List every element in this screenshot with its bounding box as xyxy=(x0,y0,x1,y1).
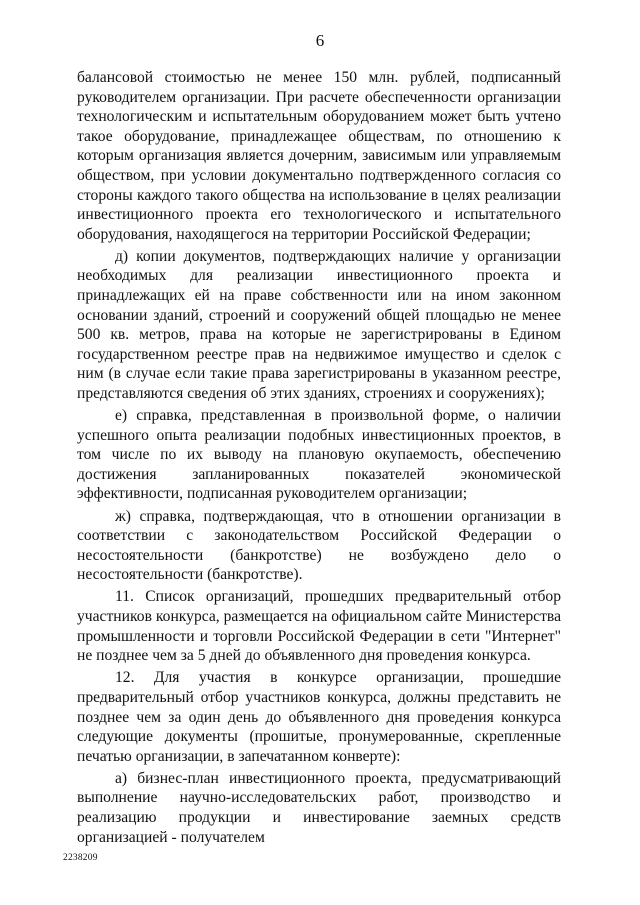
paragraph-item-d: д) копии документов, подтверждающих наличие у организации необходимых для реализации инвестиционного проекта и принадлежащих ей на праве собственности или на ином законном основании зданий, строений и сооружений общей площадью не менее 500 кв. метров, права на которые не зарегистрированы в Едином государственном реестре прав на недвижимое имущество и сделок с ним (в случае если такие права зарегистрированы в указанном реестре, представляются сведения об этих зданиях, строениях и сооружениях); xyxy=(77,247,561,402)
paragraph-item-e: е) справка, представленная в произвольной форме, о наличии успешного опыта реализации подобных инвестиционных проектов, в том числе по их выводу на плановую окупаемость, обеспечению достижения запланированных показателей экономической эффективности, подписанная руководителем организации; xyxy=(77,407,561,503)
document-body xyxy=(77,68,561,847)
document-id: 2238209 xyxy=(63,853,98,863)
page-number: 6 xyxy=(315,31,325,50)
paragraph-clause-12: 12. Для участия в конкурсе организации, прошедшие предварительный отбор участников конкурса, должны представить не позднее чем за один день до объявленного дня проведения конкурса следующие документы (прошитые, пронумерованные, скрепленные печатью организации, в запечатанном конверте): xyxy=(77,669,561,765)
paragraph-item-a: а) бизнес-план инвестиционного проекта, предусматривающий выполнение научно-исследовательских работ, производство и реализацию продукции и инвестирование заемных средств организацией - получателем xyxy=(77,769,561,846)
paragraph-clause-11: 11. Список организаций, прошедших предварительный отбор участников конкурса, размещается на официальном сайте Министерства промышленности и торговли Российской Федерации в сети "Интернет" не позднее чем за 5 дней до объявленного дня проведения конкурса. xyxy=(77,588,561,665)
paragraph-item-zh: ж) справка, подтверждающая, что в отношении организации в соответствии с законодательством Российской Федерации о несостоятельности (банкротстве) не возбуждено дело о несостоятельности (банкротстве). xyxy=(77,507,561,584)
paragraph-continuation: балансовой стоимостью не менее 150 млн. рублей, подписанный руководителем организации. При расчете обеспеченности организации технологическим и испытательным оборудованием может быть учтено такое оборудование, принадлежащее обществам, по отношению к которым организация является дочерним, зависимым или управляемым обществом, при условии документально подтвержденного согласия со стороны каждого такого общества на использование в целях реализации инвестиционного проекта его технологического и испытательного оборудования, находящегося на территории Российской Федерации; xyxy=(77,69,561,243)
